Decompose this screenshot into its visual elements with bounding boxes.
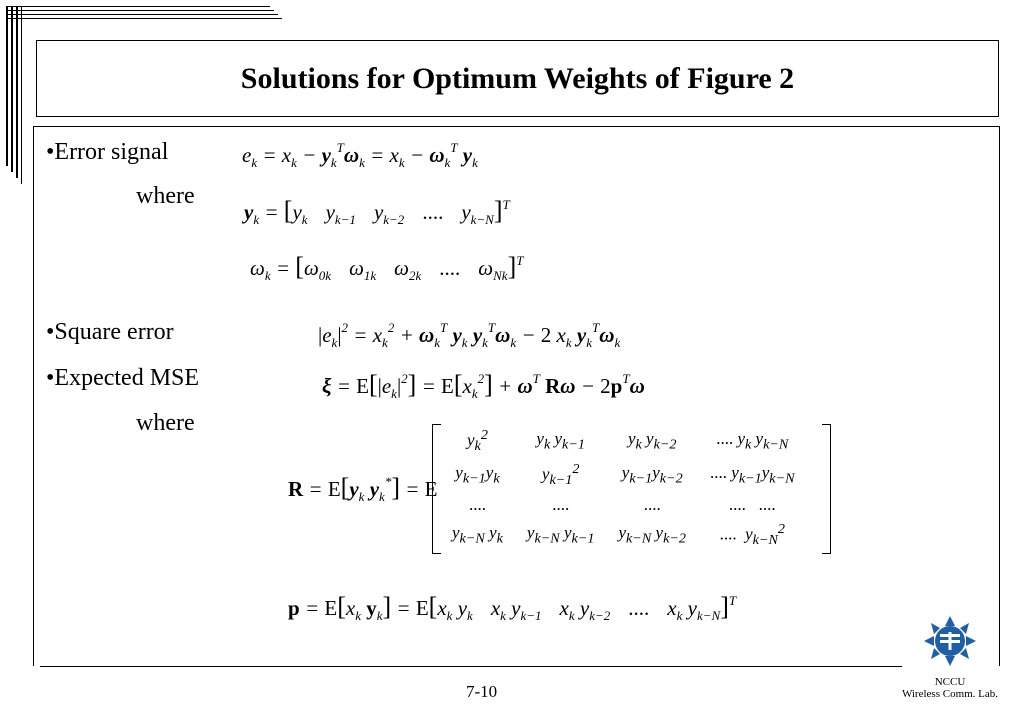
matrix-cell: $y_{k-1}y_k$	[455, 462, 500, 487]
frame-line-left-2	[11, 6, 13, 172]
matrix-cell: $y_{k-1}y_{k-2}$	[621, 462, 683, 487]
matrix-cell: $y_k$ $y_{k-1}$	[536, 428, 585, 453]
frame-line-left-4	[21, 6, 22, 184]
lab-name: NCCU	[934, 676, 966, 688]
equation-p-definition: $p = E[x_k$ $y_k] = E[x_k$ $y_k$ $x_k$ $y_{k-1}$ $x_k$ $y_{k-2}$ .... $x_k$ $y_{k-N}]^T$	[288, 592, 737, 624]
matrix-cell: ....	[468, 495, 486, 515]
equation-square-error: $|e_k|^2 = x_k^2 + \omega_k^T$ $y_k$ $y_k^T\omega_k - 2$ $x_k$ $y_k^T\omega_k$	[318, 320, 621, 351]
equation-omega-vector: $\omega_k = [\omega_{0k}$ $\omega_{1k}$ $\omega_{2k}$ .... $\omega_{Nk}]^T$	[250, 252, 524, 284]
footer-line	[40, 666, 902, 667]
matrix-cell: $y_{k-N}$ $y_{k-1}$	[526, 522, 595, 547]
bullet-square-error: •Square error	[46, 319, 174, 345]
matrix-cell: .... $y_{k-N}^2$	[719, 521, 785, 549]
matrix-cell: ....	[643, 495, 661, 515]
frame-line-top-1	[6, 6, 270, 7]
dots: ....	[628, 596, 650, 620]
frame-line-top-3	[6, 14, 278, 15]
matrix-row	[440, 518, 807, 552]
matrix-cell: $y_{k-N}$ $y_k$	[452, 522, 503, 547]
lab-label	[880, 676, 1020, 700]
matrix-cell: ....	[552, 495, 570, 515]
frame-line-left-3	[16, 6, 18, 178]
matrix-cell: $y_{k-N}$ $y_{k-2}$	[618, 522, 687, 547]
equation-R-definition: $R = E[y_k$ $y_k^*] = E$	[288, 473, 438, 505]
equation-y-vector: $y_k = [y_k$ $y_{k-1}$ $y_{k-2}$ .... $y_{k-N}]^T$	[244, 196, 510, 228]
matrix-cell: .... ....	[728, 495, 776, 515]
dots: ....	[422, 200, 444, 224]
slide-title: Solutions for Optimum Weights of Figure 2	[240, 61, 795, 95]
where-label-2: where	[136, 410, 195, 436]
frame-line-left-1	[6, 6, 8, 166]
equation-expected-mse: $\xi = E[|e_k|^2] = E[x_k^2] + \omega^T$ $R\omega - 2p^T\omega$	[322, 370, 645, 402]
equation-error-signal: $e_k = x_k - y_k^T\omega_k = x_k - \omega_k^T$ $y_k$	[242, 140, 478, 171]
where-label-1: where	[136, 183, 195, 209]
matrix-row	[440, 458, 807, 492]
title-box	[36, 40, 999, 117]
nccu-logo-icon	[918, 614, 982, 672]
matrix-cell: $y_{k-1}^2$	[541, 461, 580, 489]
matrix-cell: $y_k$ $y_{k-2}$	[627, 428, 677, 453]
matrix-cell: .... $y_{k-1}y_{k-N}$	[710, 462, 795, 487]
bullet-expected-mse: •Expected MSE	[46, 365, 200, 391]
dots: ....	[439, 256, 461, 280]
bullet-error-signal: •Error signal	[46, 139, 169, 165]
matrix-row	[440, 492, 807, 518]
frame-line-top-2	[6, 10, 274, 11]
matrix-cell: .... $y_k$ $y_{k-N}$	[716, 428, 789, 453]
matrix-row	[440, 424, 807, 458]
lab-subname: Wireless Comm. Lab.	[901, 688, 999, 700]
matrix-R	[440, 424, 807, 552]
page-number: 7-10	[466, 682, 498, 701]
frame-line-top-4	[6, 18, 282, 19]
matrix-cell: $y_k^2$	[467, 427, 488, 455]
matrix-R-bracket-right	[822, 424, 831, 554]
